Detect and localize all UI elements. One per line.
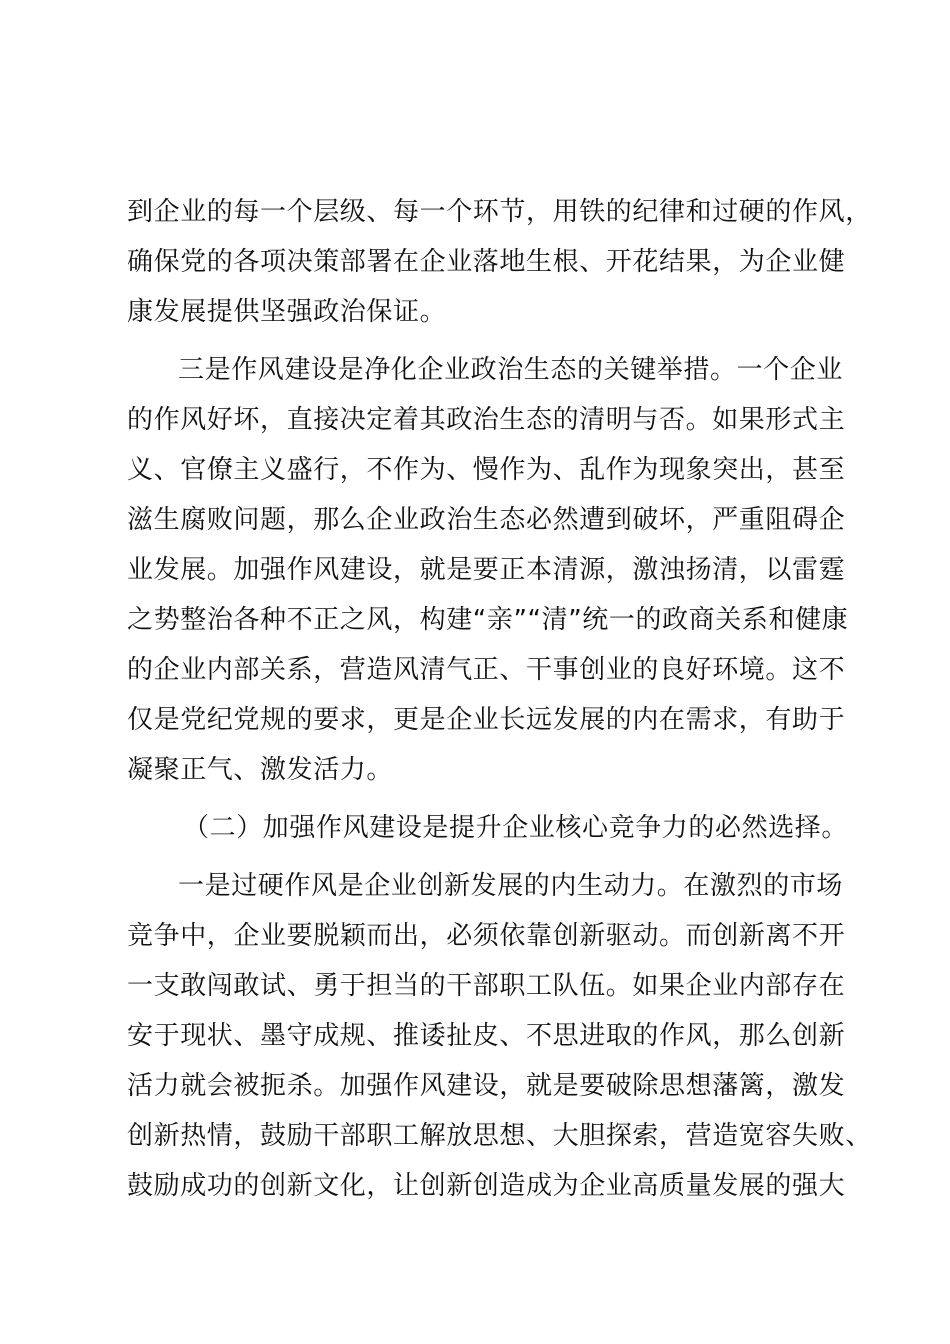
paragraph-line: 义、官僚主义盛行，不作为、慢作为、乱作为现象突出，甚至 [127,455,846,485]
paragraph-line: 仅是党纪党规的要求，更是企业长远发展的内在需求，有助于 [127,705,846,735]
paragraph-line: 到企业的每一个层级、每一个环节，用铁的纪律和过硬的作风， [127,197,872,227]
paragraph-line: 康发展提供坚强政治保证。 [127,297,447,327]
paragraph-line: 鼓励成功的创新文化，让创新创造成为企业高质量发展的强大 [127,1171,846,1201]
paragraph-line: 确保党的各项决策部署在企业落地生根、开花结果，为企业健 [127,247,846,277]
paragraph-line: 之势整治各种不正之风，构建“亲”“清”统一的政商关系和健康 [127,605,849,635]
paragraph-line: 的企业内部关系，营造风清气正、干事创业的良好环境。这不 [127,655,846,685]
section-heading: （二）加强作风建设是提升企业核心竞争力的必然选择。 [183,813,849,843]
paragraph-line: 安于现状、墨守成规、推诿扯皮、不思进取的作风，那么创新 [127,1021,846,1051]
paragraph-line: 凝聚正气、激发活力。 [127,755,394,785]
paragraph-line: 活力就会被扼杀。加强作风建设，就是要破除思想藩篱，激发 [127,1071,846,1101]
paragraph-line: 一支敢闯敢试、勇于担当的干部职工队伍。如果企业内部存在 [127,971,846,1001]
paragraph-line: 业发展。加强作风建设，就是要正本清源，激浊扬清，以雷霆 [127,555,846,585]
paragraph-line: 的作风好坏，直接决定着其政治生态的清明与否。如果形式主 [127,405,846,435]
paragraph-line: 三是作风建设是净化企业政治生态的关键举措。一个企业 [178,355,844,385]
paragraph-line: 一是过硬作风是企业创新发展的内生动力。在激烈的市场 [178,871,844,901]
paragraph-line: 创新热情，鼓励干部职工解放思想、大胆探索，营造宽容失败、 [127,1121,872,1151]
paragraph-line: 竞争中，企业要脱颖而出，必须依靠创新驱动。而创新离不开 [127,921,846,951]
paragraph-line: 滋生腐败问题，那么企业政治生态必然遭到破坏，严重阻碍企 [127,505,846,535]
